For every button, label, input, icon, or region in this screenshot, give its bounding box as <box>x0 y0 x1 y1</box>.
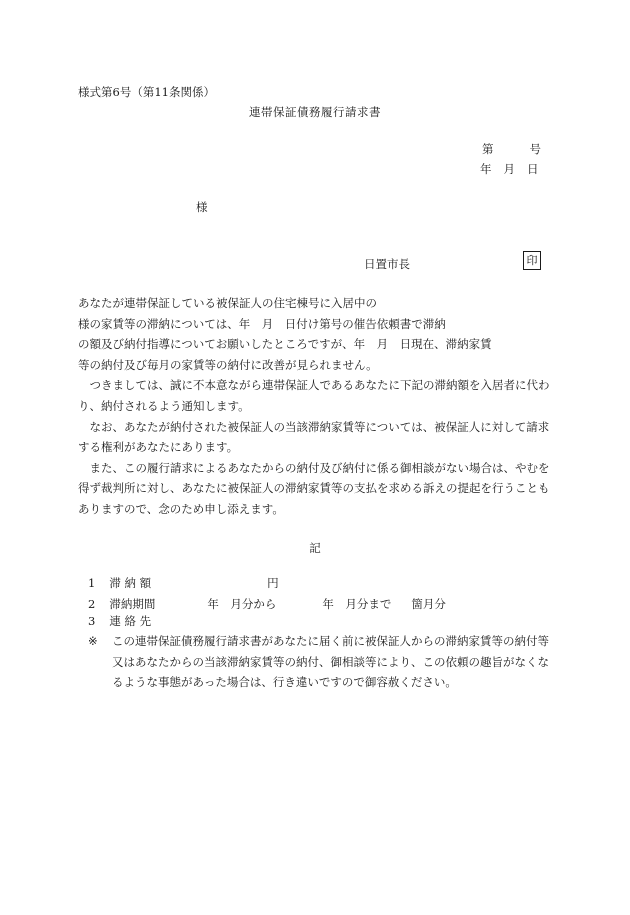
seal-stamp: 印 <box>523 251 541 270</box>
p1-part-e: 様の家賃等の滞納については、 <box>78 316 239 331</box>
item-arrears-period <box>88 596 446 612</box>
date-day: 日 <box>527 162 539 176</box>
p1-part-c: 棟 <box>296 296 308 310</box>
date-year: 年 <box>480 162 492 176</box>
item-3-number: 3 <box>88 614 96 628</box>
paragraph-4: また、この履行請求によるあなたからの納付及び納付に係る御相談がない場合は、やむを得ず裁判所に対し、あなたに被保証人の滞納家賃等の支払を求める訴えの提起を行うこともありますので、念のため申し添えます。 <box>78 460 550 516</box>
p1-part-a: あなたが連帯保証している被保証人の <box>78 296 274 310</box>
item-2-number: 2 <box>88 597 96 611</box>
p1-part-g: 号の催告依頼書で滞納 <box>330 316 446 331</box>
paragraph-3: なお、あなたが納付された被保証人の当該滞納家賃等については、被保証人に対して請求する権利があなたにあります。 <box>78 419 550 455</box>
note-text: この連帯保証債務履行請求書があなたに届く前に被保証人からの滞納家賃等の納付等又はあなたからの当該滞納家賃等の納付、御相談等により、この依頼の趣旨がなくなるような事態があった場合は、行き違いですので御容赦ください。 <box>112 634 549 690</box>
note-mark: ※ <box>88 634 98 648</box>
paragraph-2: つきましては、誠に不本意ながら連帯保証人であるあなたに下記の滞納額を入居者に代わり、納付されるよう通知します。 <box>78 378 550 413</box>
document-number-line <box>482 141 541 157</box>
ki-heading: 記 <box>309 541 321 555</box>
p1-part-i: 年 月 日現在、滞納家賃 <box>353 337 492 352</box>
item-contact <box>88 613 151 629</box>
p1-part-h: の額及び納付指導についてお願いしたところですが、 <box>78 337 354 352</box>
document-title: 連帯保証債務履行請求書 <box>249 105 381 119</box>
letter-body <box>78 293 552 520</box>
item-arrears-amount <box>88 575 279 591</box>
p1-part-j: 等の納付及び毎月の家賃等の納付に改善が見られません。 <box>78 357 378 372</box>
footnote <box>88 631 554 693</box>
document-date-line <box>480 161 539 177</box>
item-1-label: 滞 納 額 <box>109 576 152 590</box>
addressee-suffix: 様 <box>196 200 208 214</box>
item-2-to: 年 月分まで <box>322 597 392 611</box>
p1-part-d: 号に入居中の <box>308 296 377 310</box>
item-1-number: 1 <box>88 576 96 590</box>
item-1-unit: 円 <box>267 576 279 590</box>
item-2-from: 年 月分から <box>207 597 277 611</box>
form-number-label: 様式第6号（第11条関係） <box>78 85 215 99</box>
item-2-count: 箇月分 <box>411 597 446 611</box>
issuer-name: 日置市長 <box>364 257 410 271</box>
date-month: 月 <box>503 162 515 176</box>
number-go: 号 <box>529 142 541 156</box>
item-3-label: 連 絡 先 <box>109 614 152 628</box>
p1-part-f: 年 月 日付け第 <box>238 316 331 331</box>
item-2-label: 滞納期間 <box>109 597 156 611</box>
paragraph-1 <box>78 293 552 375</box>
p1-part-b: 住宅 <box>273 296 297 310</box>
number-dai: 第 <box>482 142 494 156</box>
